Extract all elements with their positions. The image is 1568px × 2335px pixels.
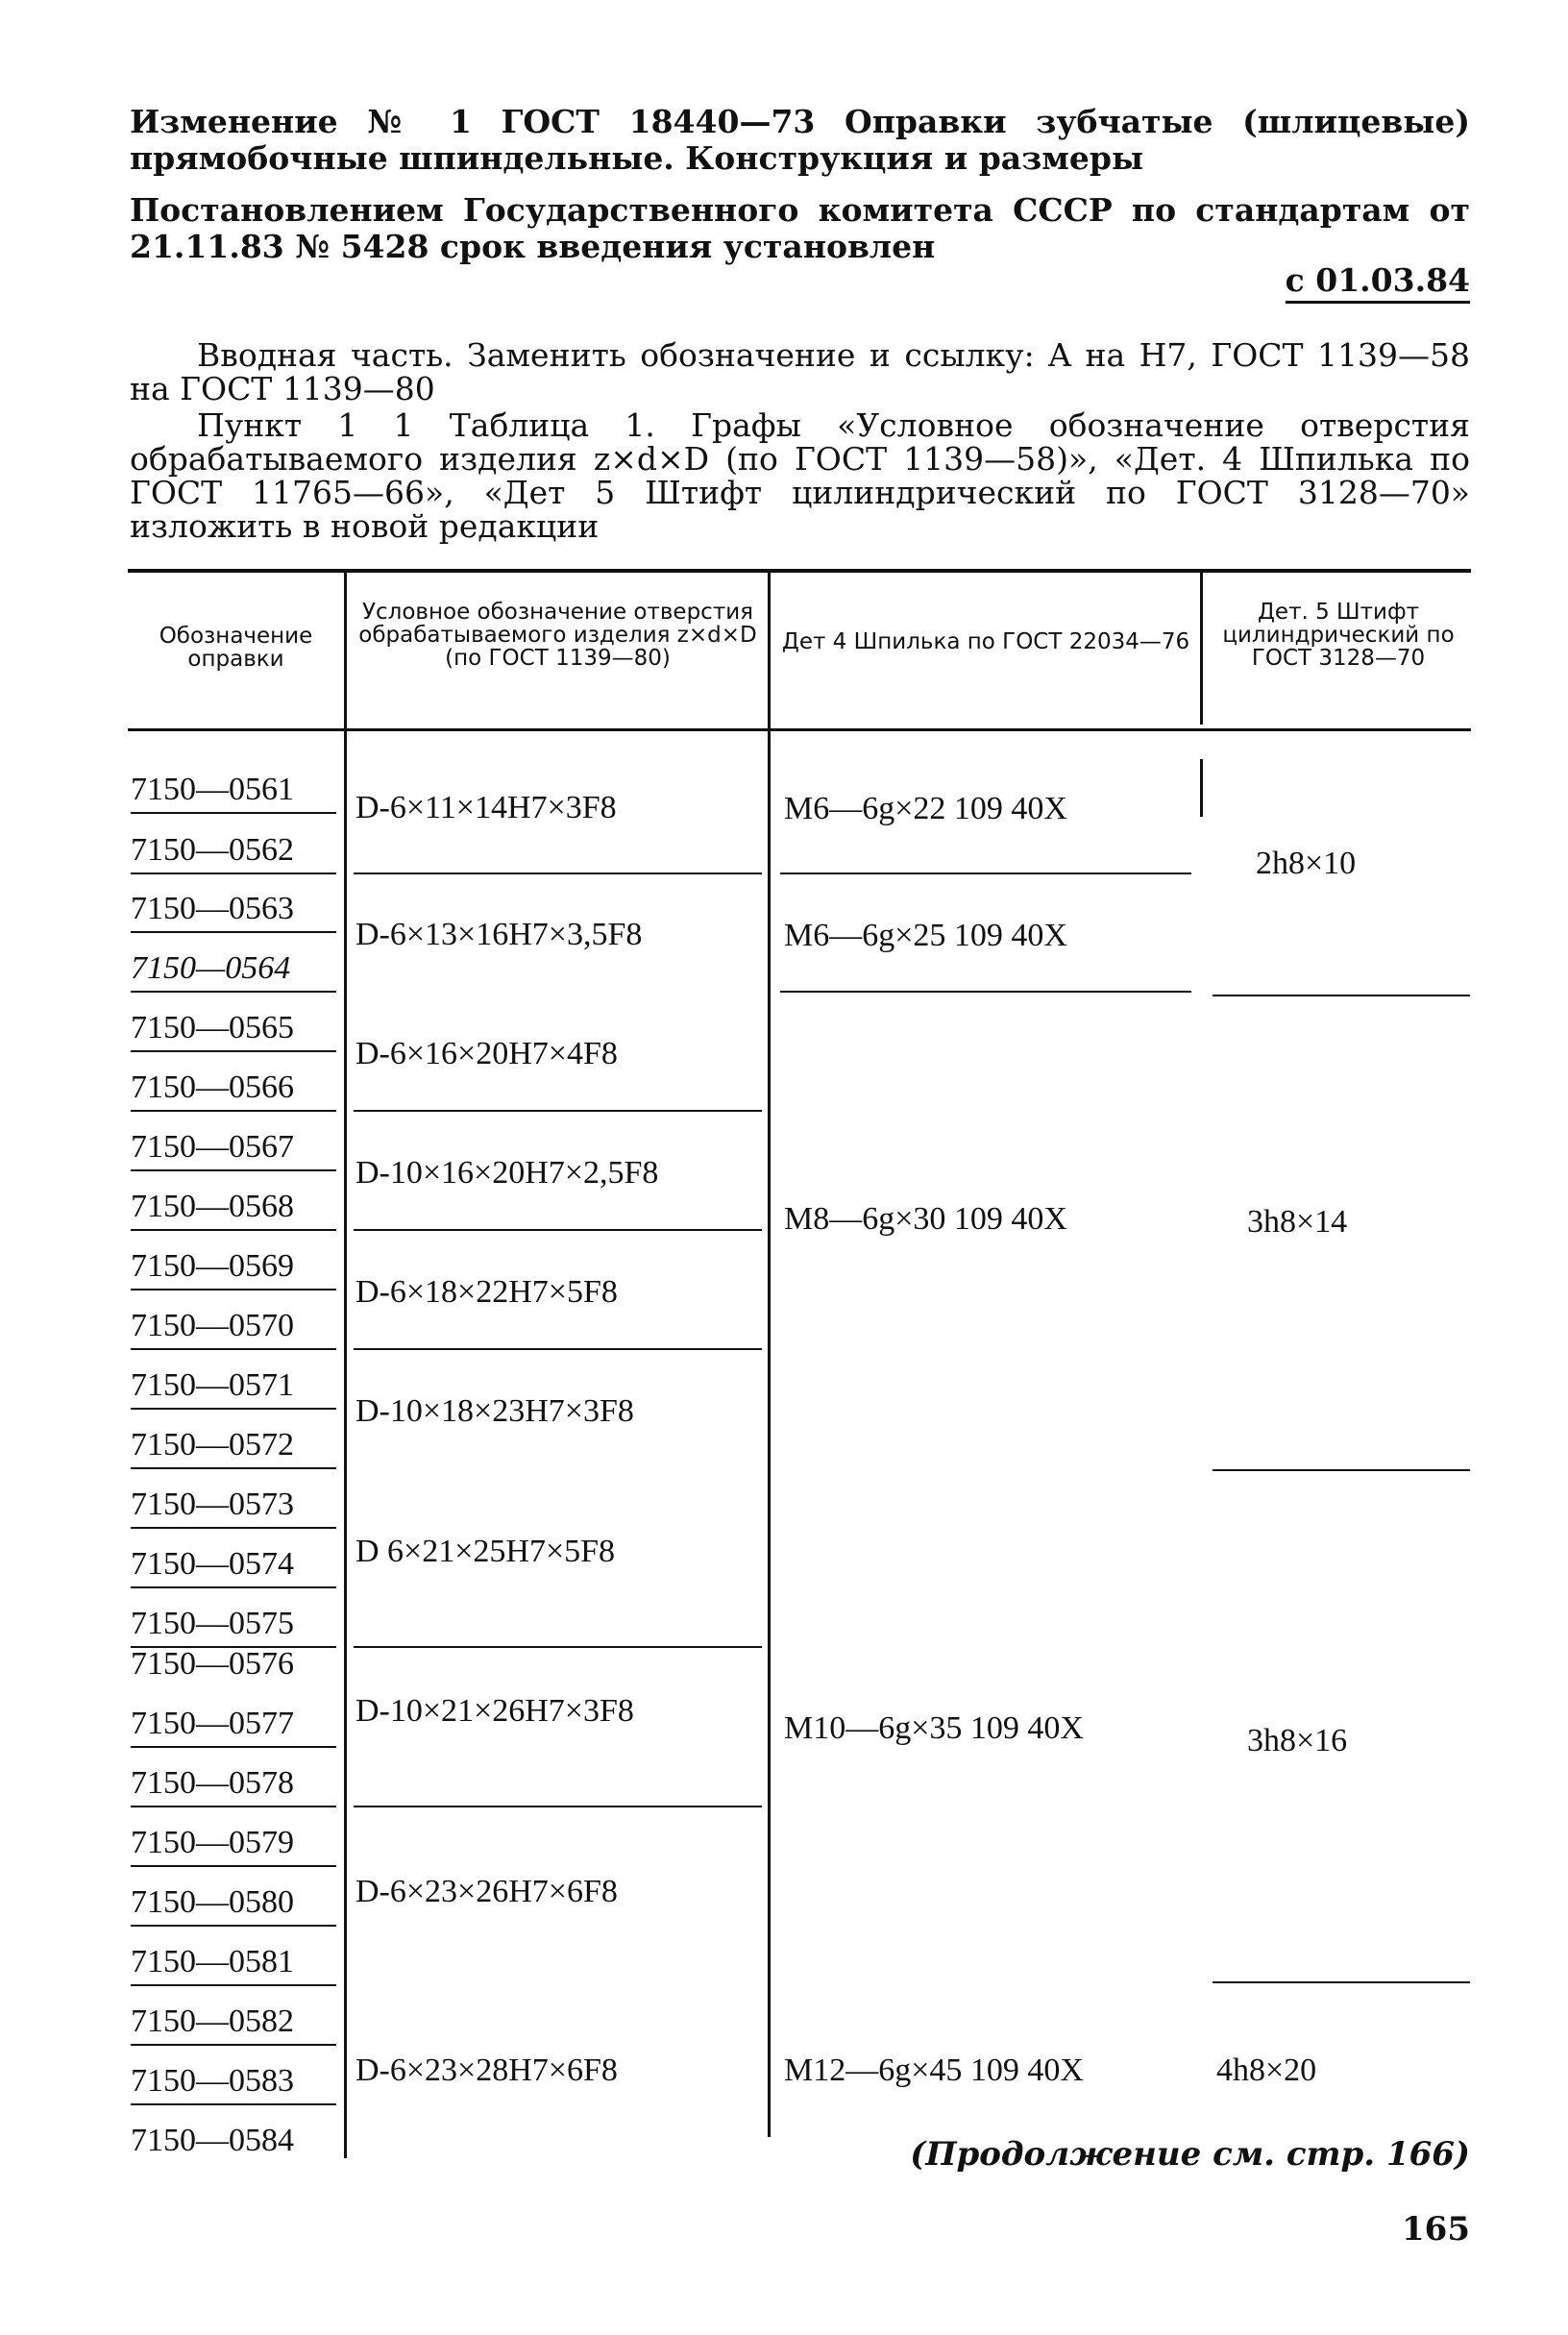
table-row: 7150—0578	[131, 1765, 294, 1801]
group-divider	[354, 1646, 762, 1648]
designation-cell: D-6×16×20H7×4F8	[355, 1036, 618, 1071]
stud-cell: M6—6g×25 109 40X	[784, 918, 1067, 953]
designation-cell: D-6×23×28H7×6F8	[355, 2052, 618, 2088]
header-designation: Условное обозначение отверстия обрабатываемого изделия z×d×D (по ГОСТ 1139—80)	[358, 600, 757, 671]
stud-cell: M10—6g×35 109 40X	[784, 1710, 1084, 1746]
stud-cell: M8—6g×30 109 40X	[784, 1201, 1067, 1237]
group-divider	[780, 873, 1191, 874]
designation-cell: D-6×23×26H7×6F8	[355, 1874, 618, 1909]
row-underline	[131, 1527, 336, 1529]
column-divider-3	[1200, 571, 1203, 725]
row-underline	[131, 1865, 336, 1867]
table-row: 7150—0563	[131, 891, 294, 926]
table-row: 7150—0584	[131, 2123, 294, 2158]
group-divider	[354, 1110, 762, 1112]
row-underline	[131, 1289, 336, 1290]
table-row: 7150—0574	[131, 1546, 294, 1582]
table-row: 7150—0579	[131, 1825, 294, 1860]
table-row: 7150—0564	[131, 950, 291, 986]
stud-cell: M6—6g×22 109 40X	[784, 791, 1067, 826]
group-divider	[354, 1348, 762, 1350]
table-row: 7150—0567	[131, 1129, 294, 1165]
table-row: 7150—0581	[131, 1944, 294, 1979]
header-code: Обозначение оправки	[159, 624, 313, 672]
row-underline	[131, 1408, 336, 1410]
effective-date: с 01.03.84	[1286, 261, 1470, 304]
row-underline	[131, 1229, 336, 1231]
table-row: 7150—0580	[131, 1884, 294, 1920]
row-underline	[131, 812, 336, 814]
designation-cell: D-6×13×16H7×3,5F8	[355, 917, 643, 952]
group-divider	[354, 1806, 762, 1807]
table-row: 7150—0575	[131, 1606, 294, 1641]
pin-cell: 3h8×16	[1247, 1723, 1348, 1758]
group-divider	[780, 991, 1191, 993]
designation-cell: D-6×11×14H7×3F8	[355, 790, 617, 825]
table-row: 7150—0569	[131, 1248, 294, 1284]
table-row: 7150—0576	[131, 1646, 294, 1682]
header-pin: Дет. 5 Штифт цилиндрический по ГОСТ 3128—70	[1222, 600, 1455, 671]
pin-cell: 3h8×14	[1247, 1204, 1348, 1240]
group-divider	[1213, 1469, 1470, 1471]
group-divider	[354, 1229, 762, 1231]
pin-cell: 4h8×20	[1216, 2052, 1317, 2088]
table-row: 7150—0566	[131, 1069, 294, 1105]
group-divider	[354, 873, 762, 874]
row-underline	[131, 1169, 336, 1171]
table-row: 7150—0562	[131, 832, 294, 868]
table-header-rule	[128, 728, 1471, 731]
clause-paragraph: Пункт 1 1 Таблица 1. Графы «Условное обозначение отверстия обрабатываемого изделия z×d×D (по ГОСТ 1139—58)», «Дет. 4 Шпилька по ГОСТ 11765—66», «Дет 5 Штифт цилиндрический по ГОСТ 3128—70» изложить в новой редакции	[130, 406, 1470, 545]
table-row: 7150—0577	[131, 1706, 294, 1741]
row-underline	[131, 1467, 336, 1469]
table-row: 7150—0573	[131, 1487, 294, 1522]
row-underline	[131, 2103, 336, 2105]
table-row: 7150—0572	[131, 1427, 294, 1462]
group-divider	[1213, 1981, 1470, 1983]
table-top-rule	[128, 569, 1471, 573]
row-underline	[131, 1348, 336, 1350]
continuation-note: (Продолжение см. стр. 166)	[910, 2135, 1470, 2174]
table-row: 7150—0571	[131, 1367, 294, 1403]
header-stud: Дет 4 Шпилька по ГОСТ 22034—76	[781, 629, 1190, 654]
intro-paragraph: Вводная часть. Заменить обозначение и ссылку: A на H7, ГОСТ 1139—58 на ГОСТ 1139—80	[130, 336, 1470, 407]
row-underline	[131, 991, 336, 993]
row-underline	[131, 1050, 336, 1052]
row-underline	[131, 1586, 336, 1588]
page-number: 165	[1402, 2210, 1470, 2249]
table-row: 7150—0583	[131, 2063, 294, 2099]
table-row: 7150—0570	[131, 1308, 294, 1343]
row-underline	[131, 1110, 336, 1112]
column-divider-1	[344, 571, 347, 2158]
table-row: 7150—0561	[131, 772, 294, 807]
row-underline	[131, 931, 336, 933]
table-row: 7150—0582	[131, 2003, 294, 2039]
row-underline	[131, 1984, 336, 1986]
group-divider	[1213, 995, 1470, 996]
row-underline	[131, 1925, 336, 1927]
stud-cell: M12—6g×45 109 40X	[784, 2052, 1084, 2088]
designation-cell: D-10×16×20H7×2,5F8	[355, 1155, 659, 1191]
row-underline	[131, 2044, 336, 2046]
document-title: Изменение № 1 ГОСТ 18440—73 Оправки зубчатые (шлицевые) прямобочные шпиндельные. Конструкция и размеры	[130, 103, 1470, 177]
row-underline	[131, 1806, 336, 1807]
table-row: 7150—0565	[131, 1010, 294, 1045]
designation-cell: D-6×18×22H7×5F8	[355, 1274, 618, 1310]
pin-cell: 2h8×10	[1256, 846, 1357, 881]
column-divider-2	[768, 571, 771, 2137]
decree-text: Постановлением Государственного комитета СССР по стандартам от 21.11.83 № 5428 срок введения установлен	[130, 191, 1470, 265]
table-row: 7150—0568	[131, 1189, 294, 1224]
row-underline	[131, 1746, 336, 1748]
designation-cell: D-10×18×23H7×3F8	[355, 1393, 634, 1429]
column-divider-3-lower	[1200, 759, 1203, 817]
row-underline	[131, 873, 336, 874]
designation-cell: D-10×21×26H7×3F8	[355, 1693, 634, 1729]
designation-cell: D 6×21×25H7×5F8	[355, 1534, 616, 1569]
